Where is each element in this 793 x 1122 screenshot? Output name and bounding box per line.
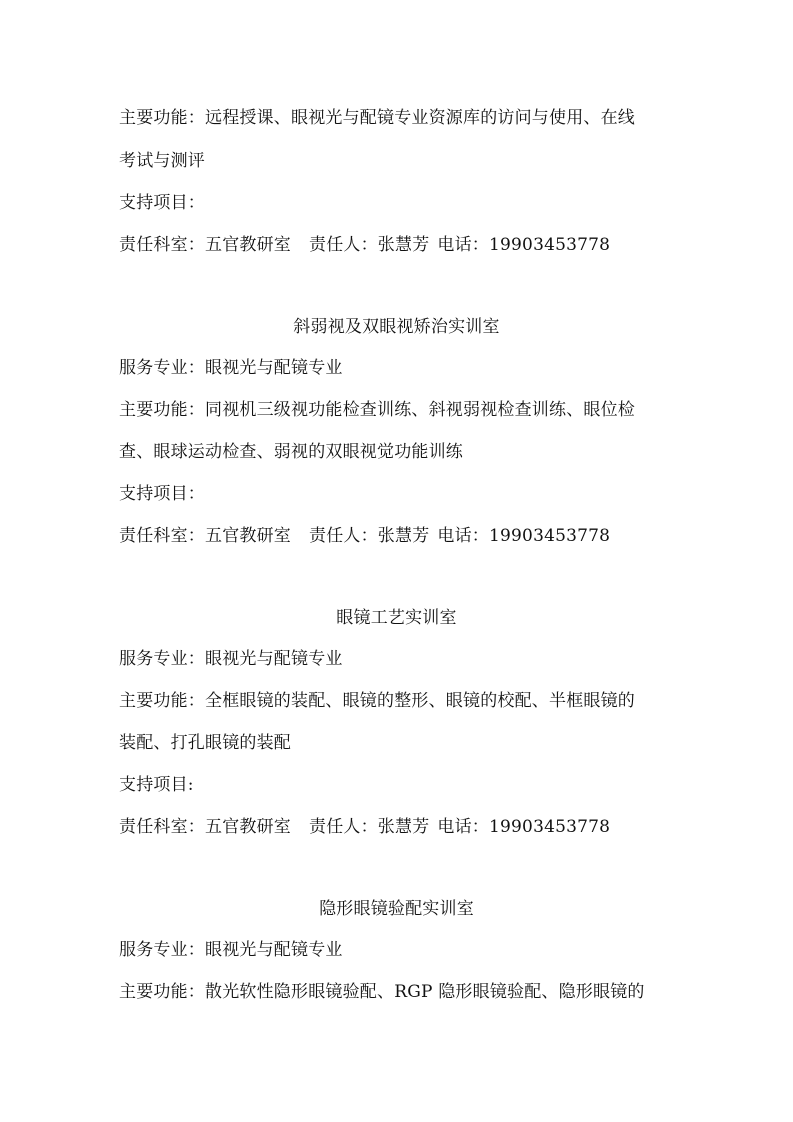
contact-line: [119, 815, 679, 839]
support-line: 支持项目:: [119, 775, 194, 795]
dept-text: 责任科室：五官教研室: [119, 235, 291, 255]
functions-line: 主要功能：散光软性隐形眼镜验配、RGP 隐形眼镜验配、隐形眼镜的: [119, 982, 645, 1002]
support-line: 支持项目：: [119, 193, 205, 213]
phone-text: 电话：19903453778: [437, 817, 611, 837]
contact-line: [119, 233, 679, 257]
dept-text: 责任科室：五官教研室: [119, 817, 291, 837]
section-title: 斜弱视及双眼视矫治实训室: [293, 317, 500, 337]
person-text: 责任人：张慧芳: [309, 235, 430, 255]
functions-line: 主要功能：全框眼镜的装配、眼镜的整形、眼镜的校配、半框眼镜的: [119, 691, 635, 711]
service-line: 服务专业：眼视光与配镜专业: [119, 649, 343, 669]
phone-text: 电话：19903453778: [437, 235, 611, 255]
functions-line: 查、眼球运动检查、弱视的双眼视觉功能训练: [119, 442, 463, 462]
phone-text: 电话：19903453778: [437, 526, 611, 546]
support-line: 支持项目：: [119, 484, 205, 504]
functions-line: 主要功能：同视机三级视功能检查训练、斜视弱视检查训练、眼位检: [119, 400, 635, 420]
service-line: 服务专业：眼视光与配镜专业: [119, 940, 343, 960]
functions-line: 装配、打孔眼镜的装配: [119, 733, 291, 753]
dept-text: 责任科室：五官教研室: [119, 526, 291, 546]
functions-line: 主要功能：远程授课、眼视光与配镜专业资源库的访问与使用、在线: [119, 108, 635, 128]
functions-line: 考试与测评: [119, 151, 205, 171]
person-text: 责任人：张慧芳: [309, 526, 430, 546]
service-line: 服务专业：眼视光与配镜专业: [119, 358, 343, 378]
person-text: 责任人：张慧芳: [309, 817, 430, 837]
contact-line: [119, 524, 679, 548]
section-title: 眼镜工艺实训室: [336, 608, 457, 628]
section-title: 隐形眼镜验配实训室: [319, 899, 474, 919]
